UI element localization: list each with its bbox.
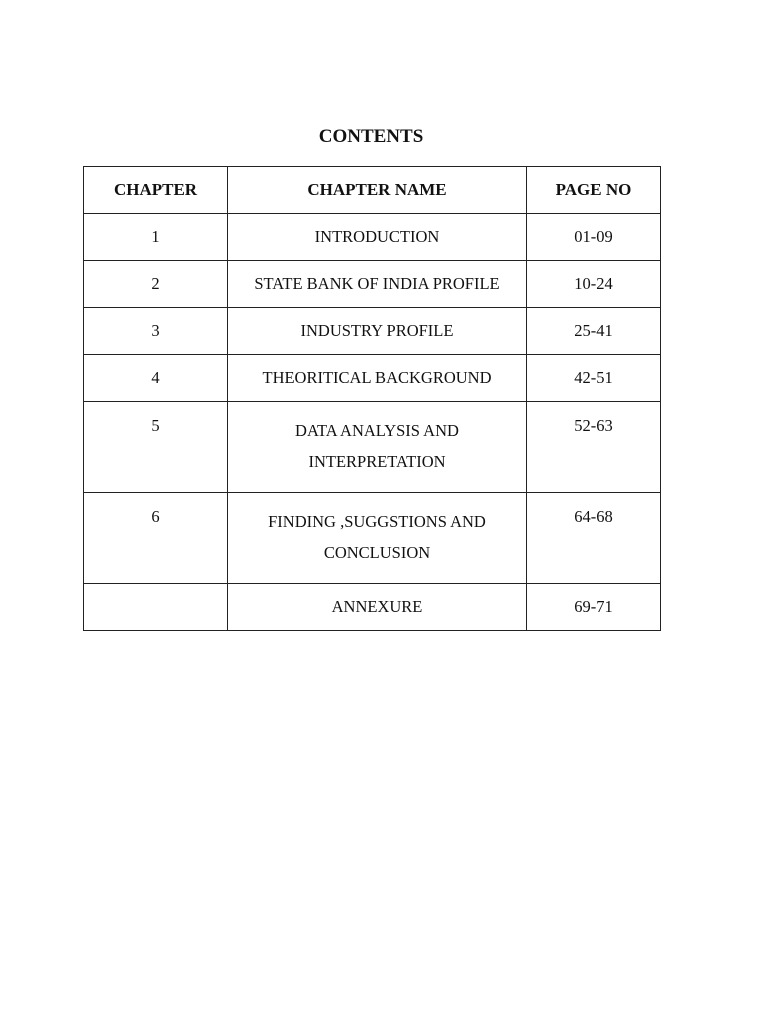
chapter-name: THEORITICAL BACKGROUND bbox=[228, 355, 527, 402]
chapter-name-line: DATA ANALYSIS AND bbox=[295, 421, 459, 440]
contents-table bbox=[83, 166, 661, 631]
page-range: 01-09 bbox=[527, 214, 661, 261]
table-row bbox=[84, 402, 661, 493]
column-header-chapter-name: CHAPTER NAME bbox=[228, 167, 527, 214]
chapter-name bbox=[228, 493, 527, 584]
chapter-number bbox=[84, 584, 228, 631]
chapter-name: INDUSTRY PROFILE bbox=[228, 308, 527, 355]
table-row bbox=[84, 584, 661, 631]
page-range: 10-24 bbox=[527, 261, 661, 308]
column-header-chapter: CHAPTER bbox=[84, 167, 228, 214]
chapter-name-line: INTERPRETATION bbox=[308, 452, 446, 471]
table-row bbox=[84, 308, 661, 355]
chapter-name bbox=[228, 402, 527, 493]
table-row bbox=[84, 355, 661, 402]
page-range: 69-71 bbox=[527, 584, 661, 631]
chapter-number: 2 bbox=[84, 261, 228, 308]
table-row bbox=[84, 493, 661, 584]
chapter-name: ANNEXURE bbox=[228, 584, 527, 631]
chapter-number: 6 bbox=[84, 493, 228, 584]
chapter-number: 5 bbox=[84, 402, 228, 493]
page-title: CONTENTS bbox=[318, 126, 424, 147]
chapter-name: INTRODUCTION bbox=[228, 214, 527, 261]
chapter-number: 3 bbox=[84, 308, 228, 355]
column-header-page-no: PAGE NO bbox=[527, 167, 661, 214]
chapter-number: 1 bbox=[84, 214, 228, 261]
page-range: 52-63 bbox=[527, 402, 661, 493]
chapter-name: STATE BANK OF INDIA PROFILE bbox=[228, 261, 527, 308]
chapter-name-line: FINDING ,SUGGSTIONS AND bbox=[268, 512, 486, 531]
chapter-name-line: CONCLUSION bbox=[323, 543, 431, 562]
page-range: 42-51 bbox=[527, 355, 661, 402]
table-header-row bbox=[84, 167, 661, 214]
table-row bbox=[84, 261, 661, 308]
chapter-number: 4 bbox=[84, 355, 228, 402]
page-range: 64-68 bbox=[527, 493, 661, 584]
page-range: 25-41 bbox=[527, 308, 661, 355]
table-row bbox=[84, 214, 661, 261]
